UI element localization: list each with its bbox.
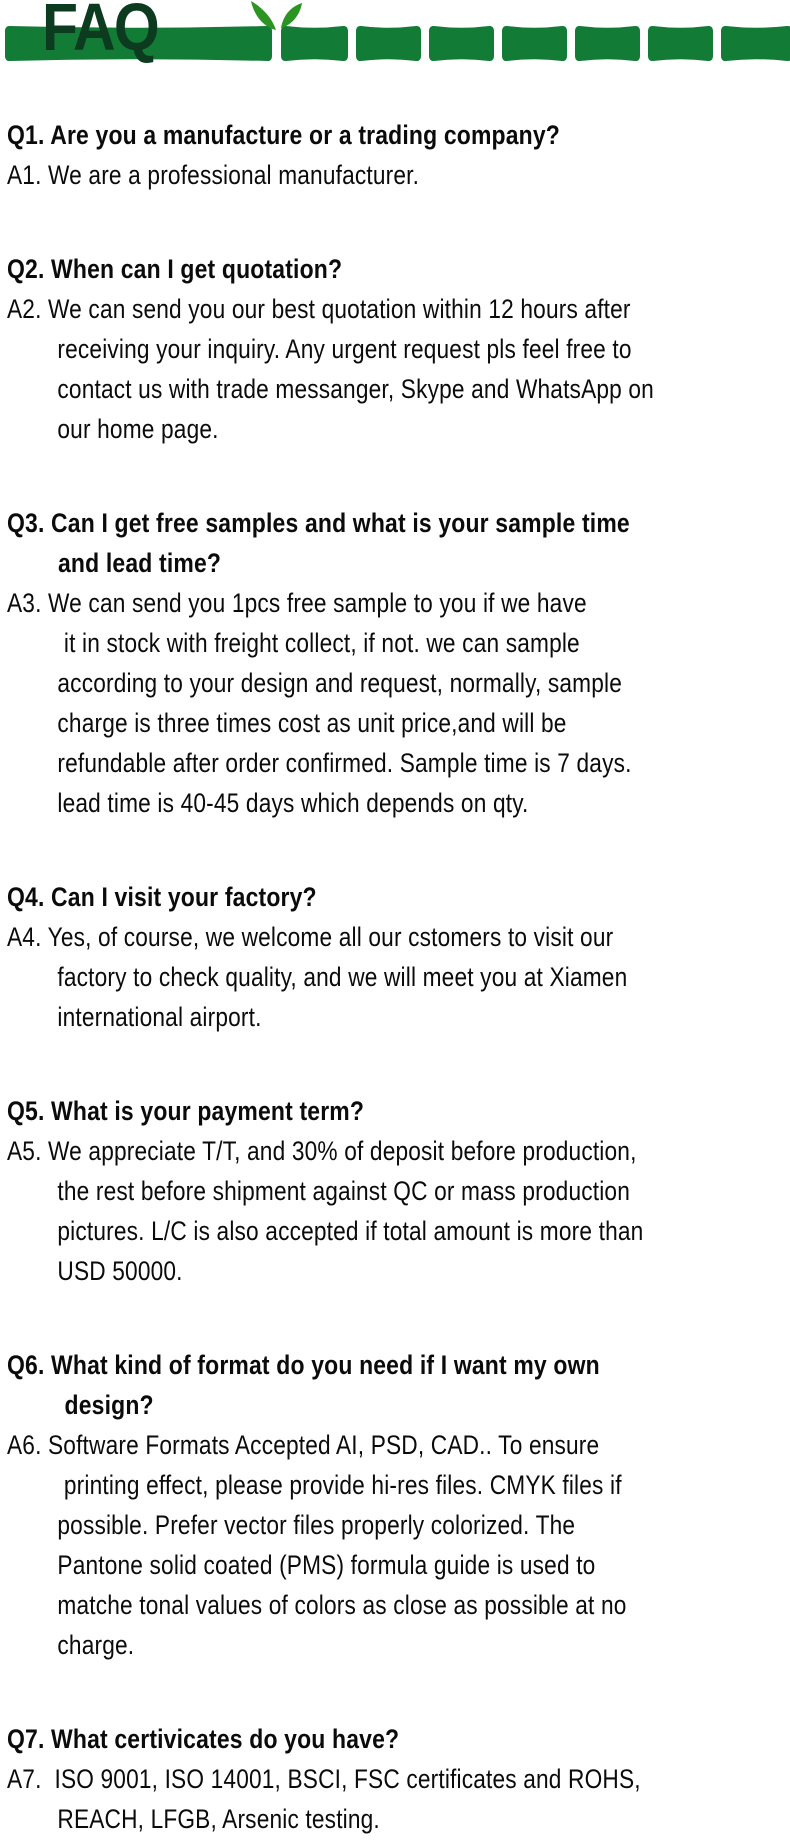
- faq-item: [7, 115, 790, 195]
- faq-answer: [7, 1425, 790, 1665]
- faq-answer: [7, 917, 790, 1037]
- faq-answer: [7, 583, 790, 823]
- question-line: Q5. What is your payment term?: [7, 1096, 365, 1126]
- answer-line: A5. We appreciate T/T, and 30% of deposit before production,: [7, 1136, 637, 1166]
- question-line: Q7. What certivicates do you have?: [7, 1724, 400, 1754]
- answer-line: Pantone solid coated (PMS) formula guide is used to: [57, 1550, 596, 1580]
- answer-line: matche tonal values of colors as close as possible at no: [57, 1590, 627, 1620]
- faq-item: [7, 503, 790, 823]
- faq-answer: [7, 155, 790, 195]
- bamboo-leaf-icon: [281, 3, 302, 28]
- faq-list: [0, 115, 790, 1839]
- bamboo-segment: [648, 26, 713, 61]
- bamboo-segment: [721, 26, 790, 61]
- answer-line: pictures. L/C is also accepted if total amount is more than: [57, 1216, 644, 1246]
- faq-question: [7, 503, 790, 583]
- faq-question: [7, 1345, 790, 1425]
- faq-question: [7, 1719, 790, 1759]
- question-line: and lead time?: [58, 548, 222, 578]
- faq-question: [7, 115, 790, 155]
- question-line: Q4. Can I visit your factory?: [7, 882, 317, 912]
- faq-question: [7, 249, 790, 289]
- faq-item: [7, 1719, 790, 1839]
- bamboo-segment: [429, 26, 494, 61]
- answer-line: it in stock with freight collect, if not. we can sample: [57, 628, 580, 658]
- page-title: FAQ: [42, 0, 158, 65]
- answer-line: USD 50000.: [57, 1256, 183, 1286]
- faq-answer: [7, 289, 790, 449]
- answer-line: possible. Prefer vector files properly colorized. The: [57, 1510, 576, 1540]
- question-line: Q6. What kind of format do you need if I want my own: [7, 1350, 600, 1380]
- faq-answer: [7, 1759, 790, 1839]
- answer-line: contact us with trade messanger, Skype and WhatsApp on: [57, 374, 654, 404]
- answer-line: receiving your inquiry. Any urgent request pls feel free to: [57, 334, 632, 364]
- answer-line: A3. We can send you 1pcs free sample to you if we have: [7, 588, 587, 618]
- bamboo-segment: [502, 26, 567, 61]
- faq-item: [7, 1345, 790, 1665]
- answer-line: A2. We can send you our best quotation within 12 hours after: [7, 294, 631, 324]
- answer-line: A6. Software Formats Accepted AI, PSD, CAD.. To ensure: [7, 1430, 600, 1460]
- question-line: Q3. Can I get free samples and what is your sample time: [7, 508, 630, 538]
- answer-line: according to your design and request, normally, sample: [57, 668, 623, 698]
- faq-item: [7, 1091, 790, 1291]
- faq-question: [7, 1091, 790, 1131]
- answer-line: printing effect, please provide hi-res files. CMYK files if: [57, 1470, 622, 1500]
- bamboo-segment: [356, 26, 421, 61]
- faq-question: [7, 877, 790, 917]
- faq-item: [7, 249, 790, 449]
- answer-line: the rest before shipment against QC or mass production: [57, 1176, 630, 1206]
- answer-line: A7. ISO 9001, ISO 14001, BSCI, FSC certificates and ROHS,: [7, 1764, 641, 1794]
- answer-line: A4. Yes, of course, we welcome all our cstomers to visit our: [7, 922, 614, 952]
- answer-line: charge is three times cost as unit price,and will be: [57, 708, 567, 738]
- bamboo-leaf-icon: [251, 1, 276, 30]
- answer-line: lead time is 40-45 days which depends on qty.: [57, 788, 529, 818]
- faq-item: [7, 877, 790, 1037]
- faq-header: [0, 0, 790, 80]
- answer-line: REACH, LFGB, Arsenic testing.: [57, 1804, 380, 1834]
- question-line: Q1. Are you a manufacture or a trading company?: [7, 120, 560, 150]
- bamboo-segment: [281, 26, 348, 61]
- answer-line: our home page.: [57, 414, 219, 444]
- answer-line: refundable after order confirmed. Sample time is 7 days.: [57, 748, 632, 778]
- bamboo-segment: [575, 26, 640, 61]
- question-line: design?: [58, 1390, 154, 1420]
- answer-line: A1. We are a professional manufacturer.: [7, 160, 420, 190]
- faq-answer: [7, 1131, 790, 1291]
- question-line: Q2. When can I get quotation?: [7, 254, 343, 284]
- answer-line: factory to check quality, and we will meet you at Xiamen: [57, 962, 628, 992]
- answer-line: international airport.: [57, 1002, 262, 1032]
- answer-line: charge.: [57, 1630, 135, 1660]
